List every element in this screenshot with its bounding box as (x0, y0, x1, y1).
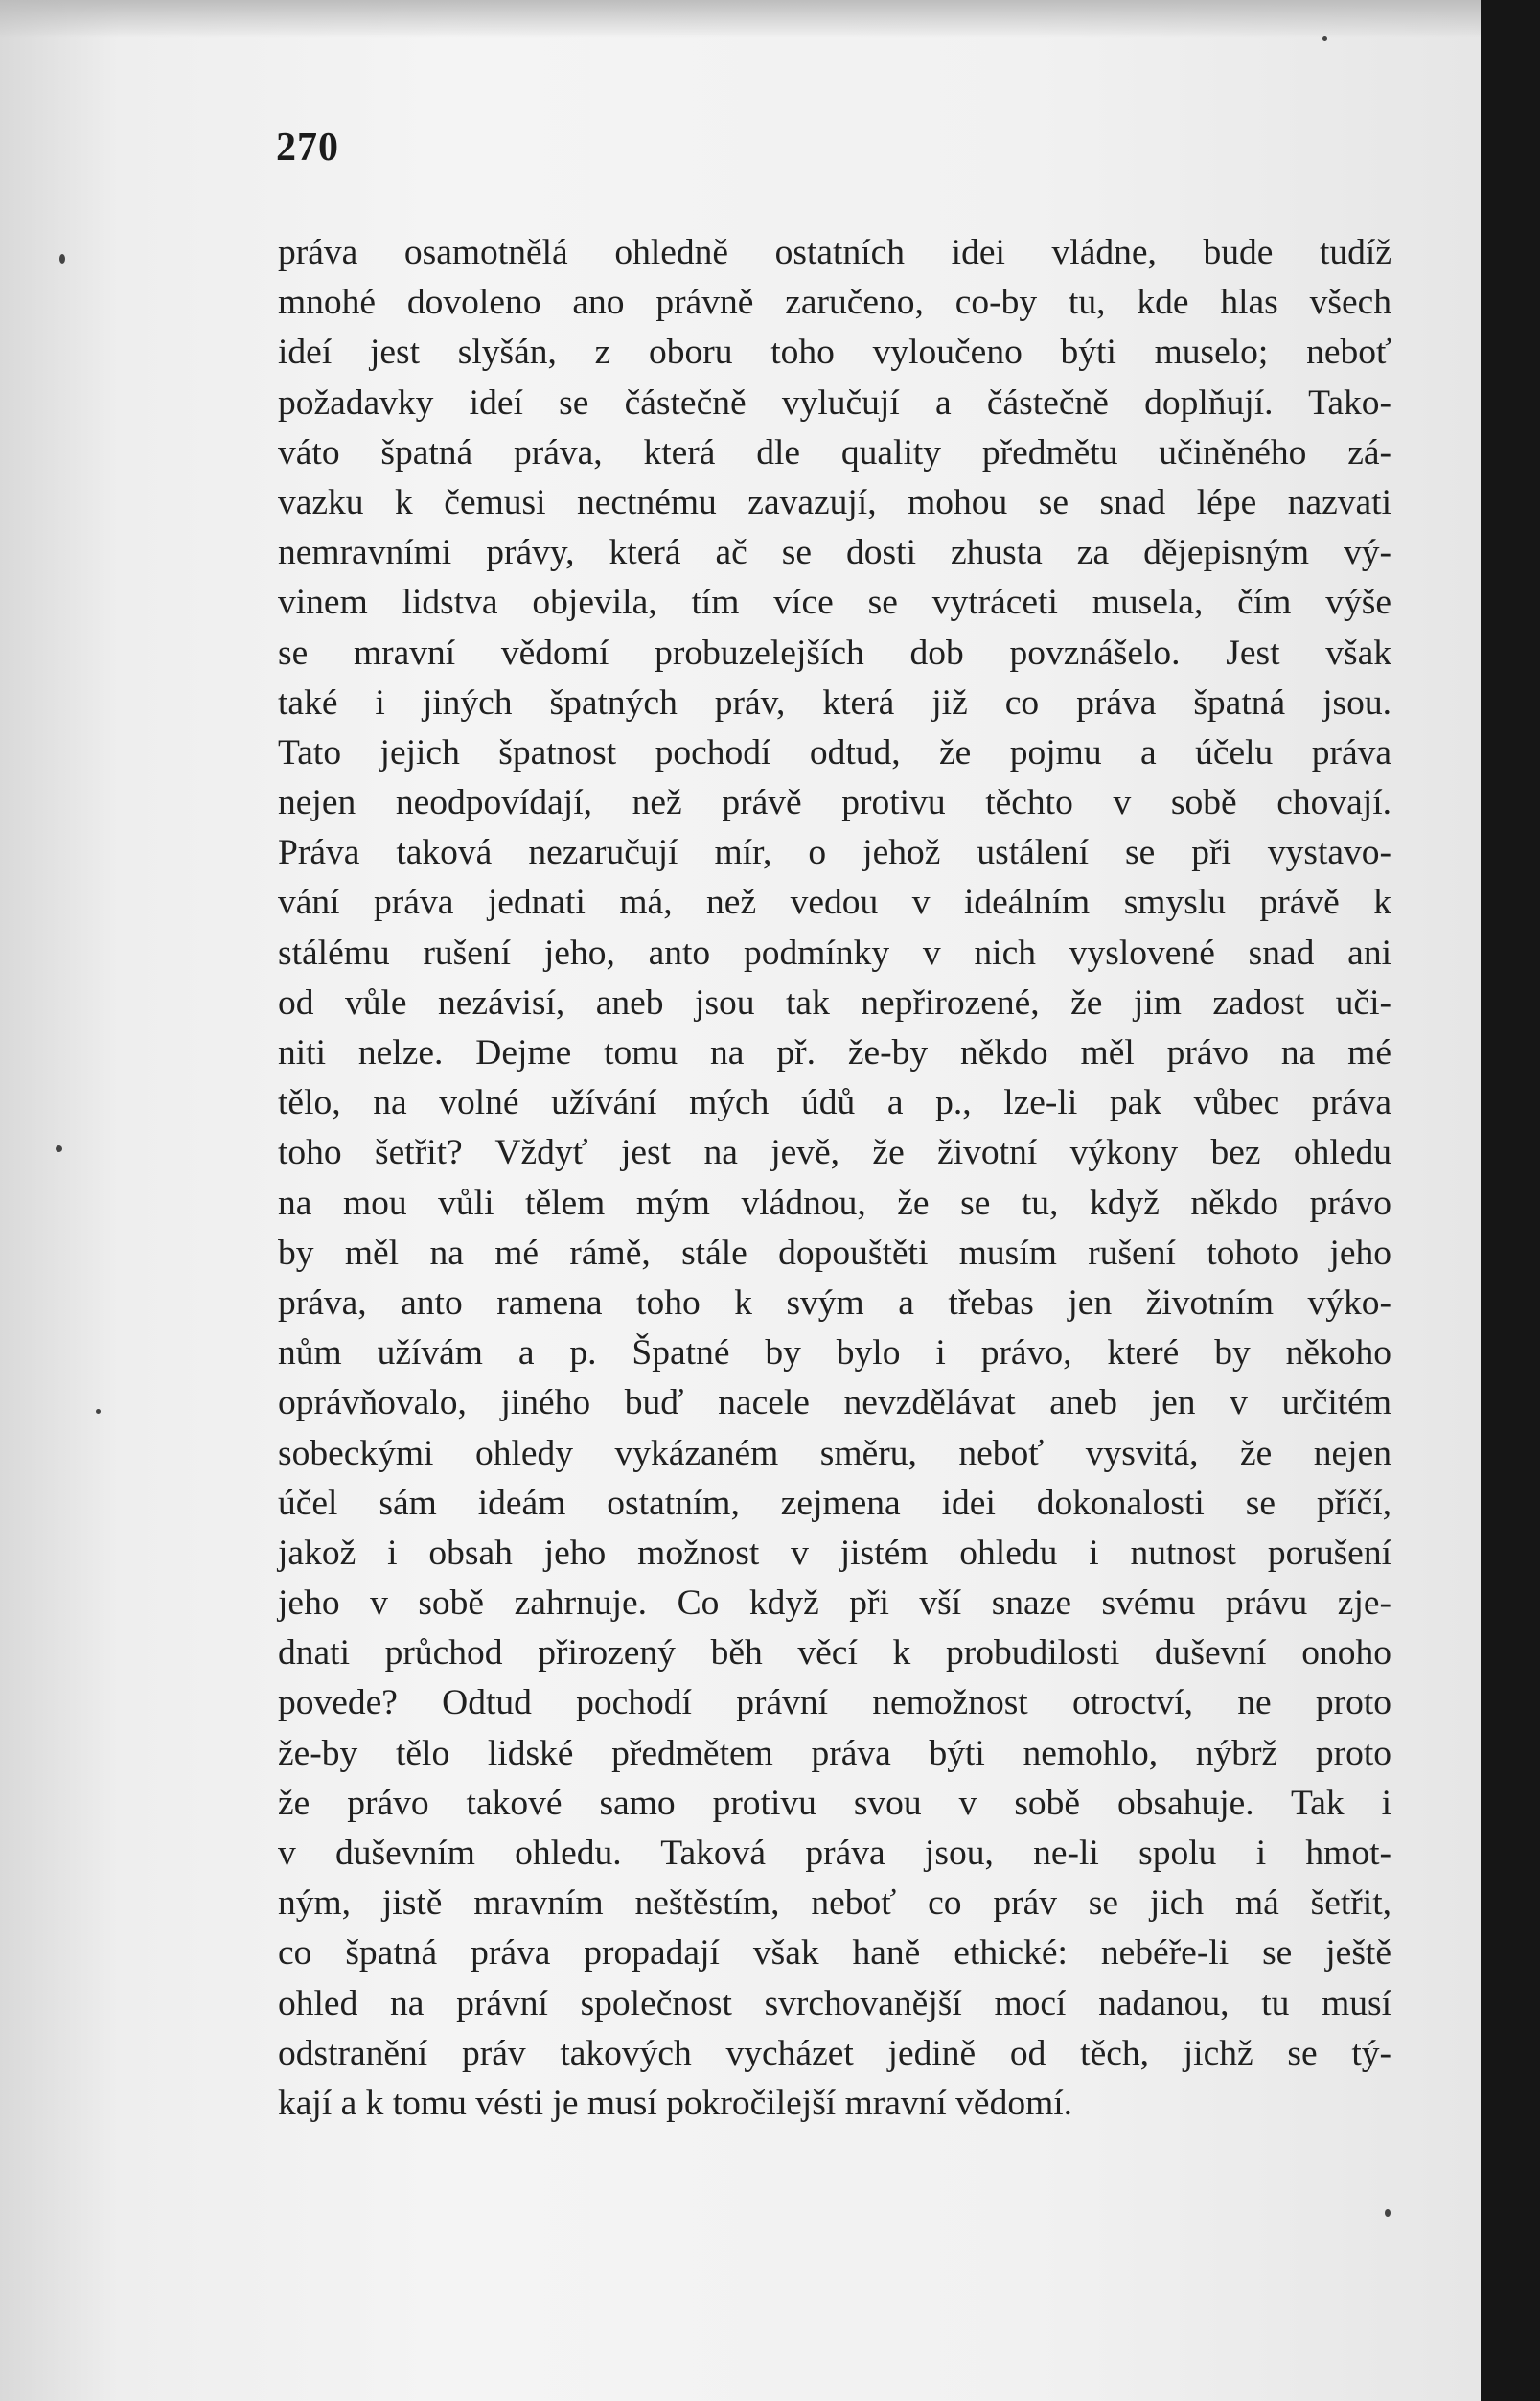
text-line: také i jiných špatných práv, která již co práva špatná jsou. (278, 682, 1391, 723)
text-line: jeho v sobě zahrnuje. Co když při vší snaze svému právu zje- (278, 1583, 1391, 1624)
text-line: sobeckými ohledy vykázaném směru, neboť vysvitá, že nejen (278, 1433, 1391, 1473)
text-line: by měl na mé rámě, stále dopouštěti musím rušení tohoto jeho (278, 1233, 1391, 1273)
text-line: nům užívám a p. Špatné by bylo i právo, které by někoho (278, 1333, 1391, 1374)
text-line: ným, jistě mravním neštěstím, neboť co práv se jich má šetřit, (278, 1883, 1391, 1924)
text-line: vazku k čemusi nectnému zavazují, mohou se snad lépe nazvati (278, 482, 1391, 522)
text-line: nejen neodpovídají, než právě protivu těchto v sobě chovají. (278, 783, 1391, 823)
text-line: Tato jejich špatnost pochodí odtud, že pojmu a účelu práva (278, 732, 1391, 773)
text-line: ideí jest slyšán, z oboru toho vyloučeno býti muselo; neboť (278, 333, 1391, 373)
text-line: niti nelze. Dejme tomu na př. že-by někdo měl právo na mé (278, 1033, 1391, 1073)
body-text (278, 228, 1391, 2129)
text-line: jakož i obsah jeho možnost v jistém ohledu i nutnost porušení (278, 1533, 1391, 1573)
text-line: vinem lidstva objevila, tím více se vytráceti musela, čím výše (278, 583, 1391, 623)
text-line: v duševním ohledu. Taková práva jsou, ne-li spolu i hmot- (278, 1834, 1391, 1873)
text-line: se mravní vědomí probuzelejších dob povznášelo. Jest však (278, 633, 1391, 673)
text-line: dnati průchod přirozený běh věcí k probudilosti duševní onoho (278, 1633, 1391, 1674)
text-line: vání práva jednati má, než vedou v ideálním smyslu právě k (278, 883, 1391, 923)
text-line: účel sám ideám ostatním, zejmena idei dokonalosti se příčí, (278, 1483, 1391, 1523)
text-line: odstranění práv takových vycházet jedině od těch, jichž se tý- (278, 2033, 1391, 2073)
text-line: od vůle nezávisí, aneb jsou tak nepřirozené, že jim zadost uči- (278, 982, 1391, 1023)
page-number: 270 (276, 126, 339, 170)
text-line: co špatná práva propadají však haně ethické: nebéře-li se ještě (278, 1933, 1391, 1974)
text-line: práva osamotnělá ohledně ostatních idei vládne, bude tudíž (278, 233, 1391, 272)
text-line: Práva taková nezaručují mír, o jehož ustálení se při vystavo- (278, 833, 1391, 873)
paper-speck (56, 1145, 62, 1152)
text-line: stálému rušení jeho, anto podmínky v nich vyslovené snad ani (278, 933, 1391, 973)
paper-speck (1385, 2209, 1391, 2217)
page-top-shading (0, 0, 1481, 38)
text-line: na mou vůli tělem mým vládnou, že se tu, když někdo právo (278, 1183, 1391, 1223)
text-line: že právo takové samo protivu svou v sobě obsahuje. Tak i (278, 1783, 1391, 1823)
text-line: toho šetřit? Vždyť jest na jevě, že životní výkony bez ohledu (278, 1133, 1391, 1173)
text-line: ohled na právní společnost svrchovanější mocí nadanou, tu musí (278, 1983, 1391, 2023)
text-line: že-by tělo lidské předmětem práva býti nemohlo, nýbrž proto (278, 1733, 1391, 1773)
text-line: kají a k tomu vésti je musí pokročilejší mravní vědomí. (278, 2083, 1073, 2123)
text-line: váto špatná práva, která dle quality předmětu učiněného zá- (278, 432, 1391, 473)
paper-speck (1322, 36, 1327, 41)
text-line: tělo, na volné užívání mých údů a p., lze-li pak vůbec práva (278, 1083, 1391, 1123)
paper-speck (59, 254, 65, 264)
text-line: práva, anto ramena toho k svým a třebas jen životním výko- (278, 1282, 1391, 1323)
text-line: povede? Odtud pochodí právní nemožnost otroctví, ne proto (278, 1683, 1391, 1723)
paper-speck (96, 1409, 101, 1414)
text-line: mnohé dovoleno ano právně zaručeno, co-by tu, kde hlas všech (278, 283, 1391, 323)
text-line: nemravními právy, která ač se dosti zhusta za dějepisným vý- (278, 533, 1391, 573)
text-line: oprávňovalo, jiného buď nacele nevzdělávat aneb jen v určitém (278, 1383, 1391, 1423)
text-line: požadavky ideí se částečně vylučují a částečně doplňují. Tako- (278, 382, 1391, 423)
page-edge-shadow (1481, 0, 1540, 2401)
